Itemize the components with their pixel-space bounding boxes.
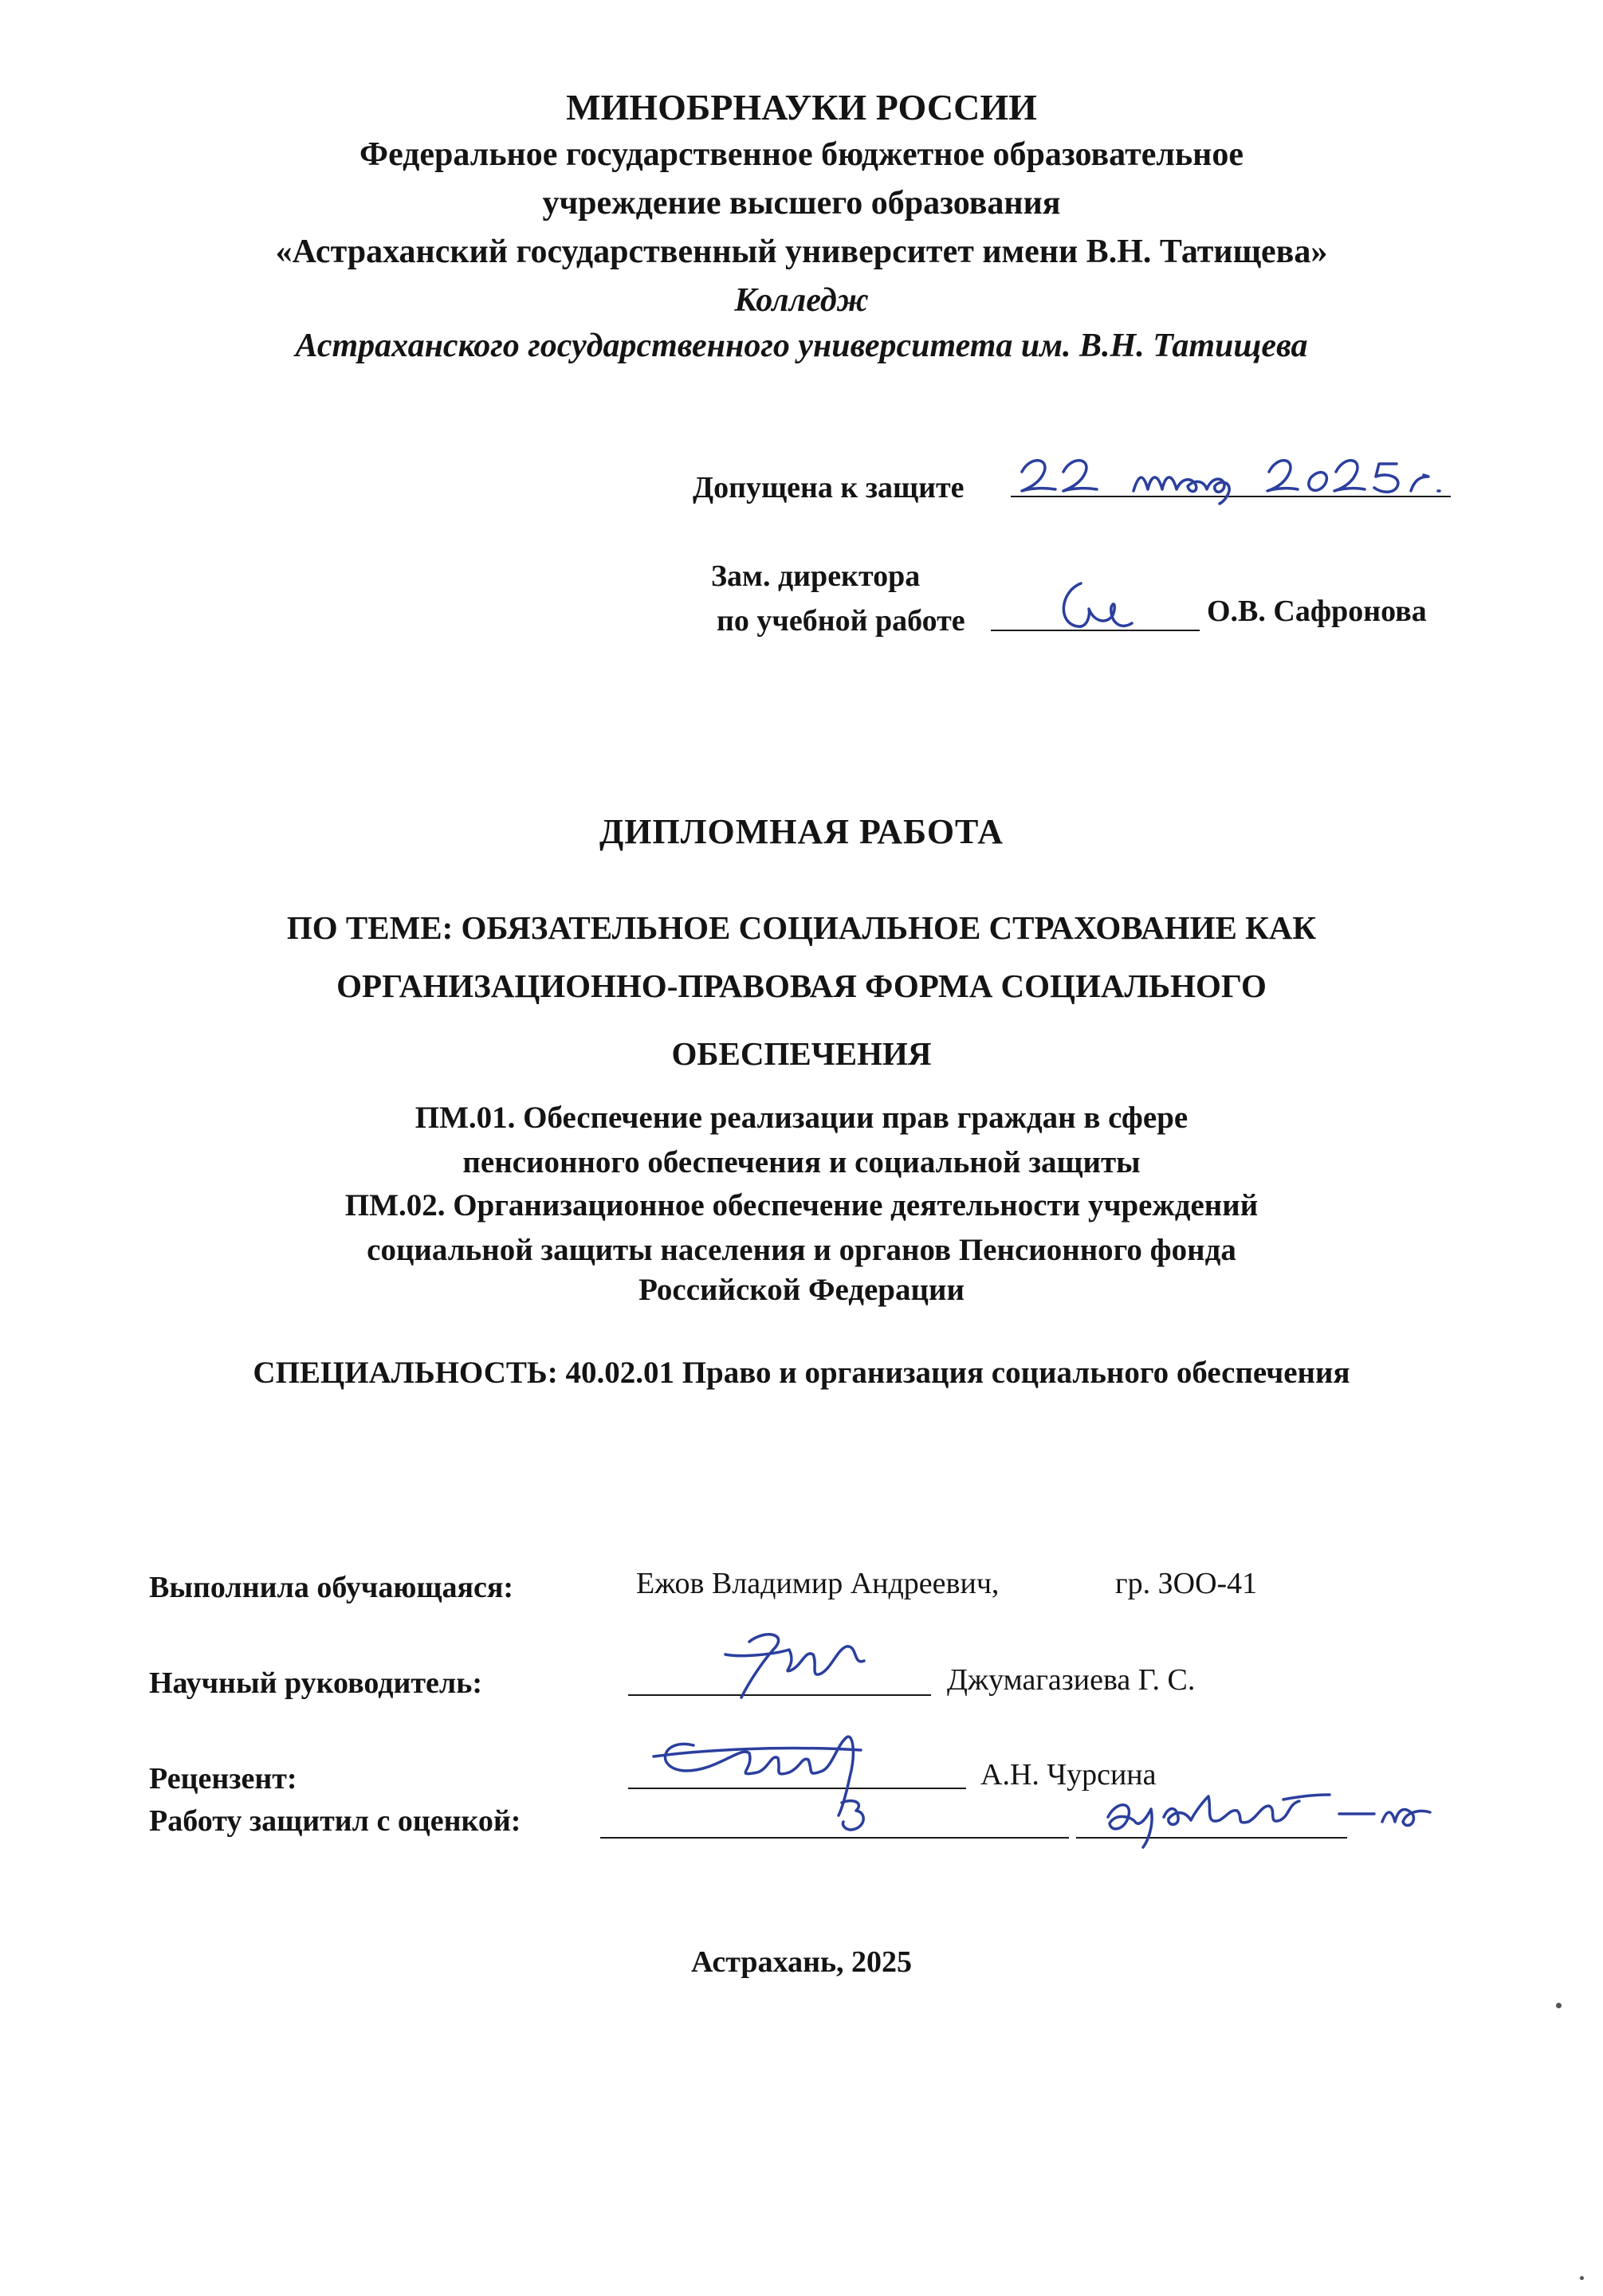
student-name: Ежов Владимир Андреевич, — [636, 1567, 1000, 1600]
topic-line-2: ОРГАНИЗАЦИОННО-ПРАВОВАЯ ФОРМА СОЦИАЛЬНОГО — [336, 967, 1267, 1004]
university-name: «Астраханский государственный университет имени В.Н. Татищева» — [275, 234, 1328, 270]
topic-line-1: ПО ТЕМЕ: ОБЯЗАТЕЛЬНОЕ СОЦИАЛЬНОЕ СТРАХОВАНИЕ КАК — [286, 909, 1317, 946]
module-line-2: пенсионного обеспечения и социальной защиты — [462, 1145, 1141, 1179]
institution-line-1: Федеральное государственное бюджетное образовательное — [359, 136, 1244, 173]
defense-label: Работу защитил с оценкой: — [149, 1804, 521, 1838]
city-year: Астрахань, 2025 — [690, 1945, 913, 1979]
supervisor-label: Научный руководитель: — [149, 1666, 482, 1700]
scan-speck — [1580, 2276, 1584, 2280]
college-affiliation: Астраханского государственного университета им. В.Н. Татищева — [295, 328, 1308, 364]
work-type-title: ДИПЛОМНАЯ РАБОТА — [599, 812, 1004, 851]
college-name: Колледж — [734, 282, 869, 319]
reviewer-name: А.Н. Чурсина — [980, 1758, 1157, 1792]
student-label: Выполнила обучающаяся: — [149, 1571, 514, 1604]
supervisor-name: Джумагазиева Г. С. — [947, 1663, 1196, 1697]
defense-grade-mark — [829, 1793, 877, 1841]
specialty-value: 40.02.01 Право и организация социального обеспечения — [565, 1356, 1350, 1390]
ministry-name: МИНОБРНАУКИ РОССИИ — [566, 87, 1037, 128]
module-line-4: социальной защиты населения и органов Пенсионного фонда — [367, 1233, 1236, 1267]
admitted-date-handwritten — [1014, 440, 1457, 504]
specialty-label: СПЕЦИАЛЬНОСТЬ: — [253, 1356, 558, 1390]
admitted-label: Допущена к защите — [693, 471, 965, 504]
specialty-line — [0, 1355, 1603, 1391]
deputy-name: О.В. Сафронова — [1207, 595, 1427, 628]
reviewer-label: Рецензент: — [149, 1762, 297, 1796]
institution-line-2: учреждение высшего образования — [542, 185, 1061, 222]
module-line-1: ПМ.01. Обеспечение реализации прав граждан в сфере — [415, 1101, 1188, 1135]
module-line-3: ПМ.02. Организационное обеспечение деятельности учреждений — [344, 1188, 1259, 1223]
deputy-director-title: Зам. директора — [711, 559, 921, 593]
defense-grade-handwritten — [1100, 1777, 1435, 1849]
scan-speck — [1556, 2003, 1562, 2008]
deputy-signature — [1036, 575, 1156, 639]
deputy-director-subtitle: по учебной работе — [717, 604, 965, 638]
module-line-5: Российской Федерации — [638, 1273, 965, 1307]
supervisor-signature — [701, 1626, 885, 1705]
topic-line-3: ОБЕСПЕЧЕНИЯ — [671, 1035, 932, 1072]
student-group: гр. ЗОО-41 — [1115, 1567, 1258, 1600]
